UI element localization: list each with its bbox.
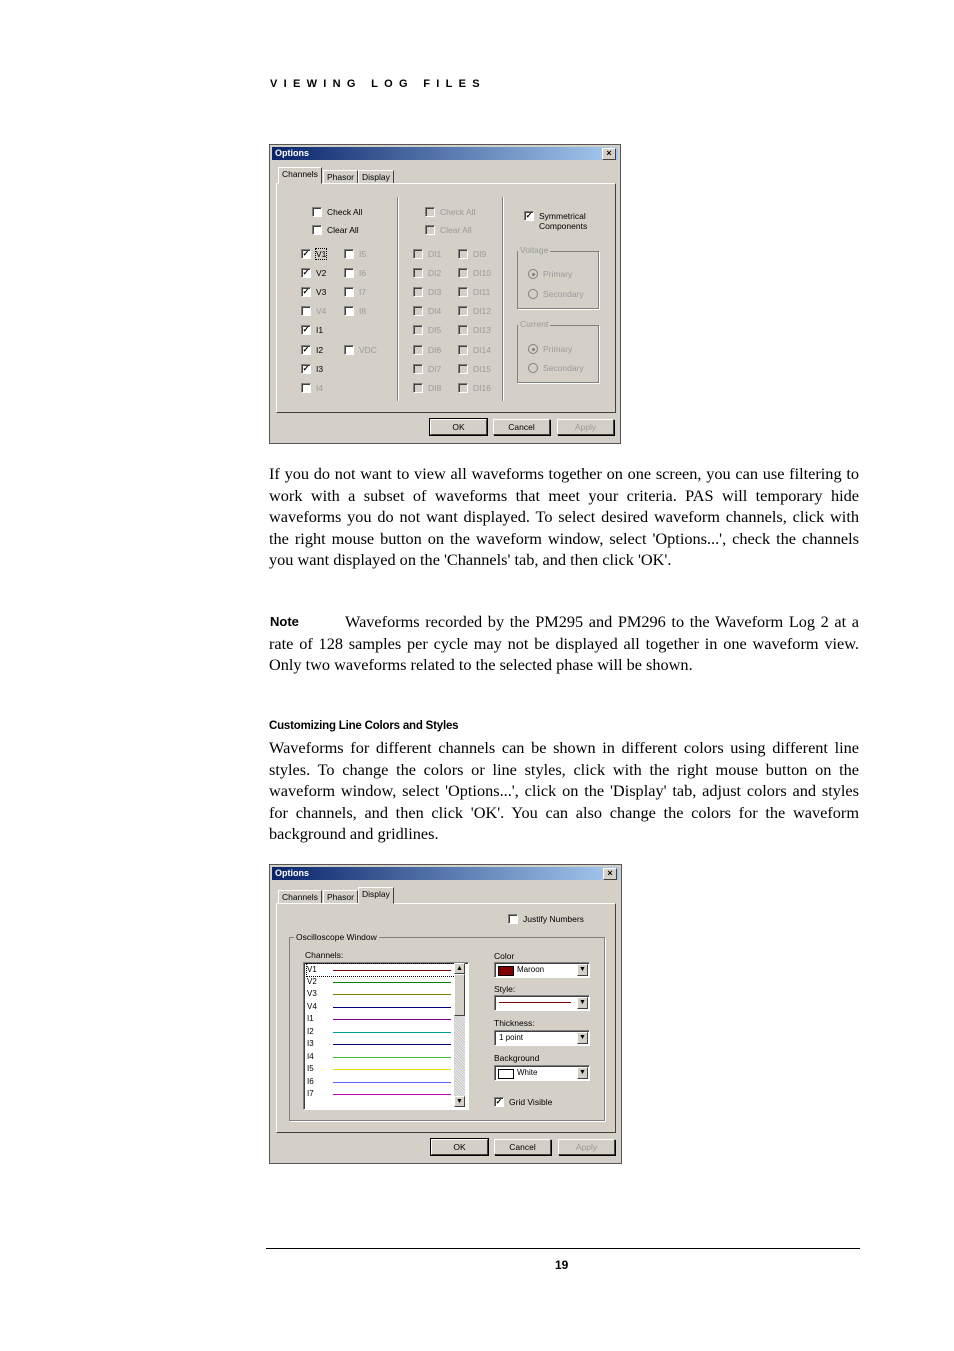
- ok-button[interactable]: OK: [431, 1139, 488, 1155]
- section-heading: Customizing Line Colors and Styles: [269, 720, 459, 732]
- di-checkbox[interactable]: DI4: [413, 306, 441, 316]
- line-sample: [333, 1044, 451, 1045]
- cancel-button[interactable]: Cancel: [494, 1139, 551, 1155]
- tab-channels[interactable]: Channels: [278, 890, 322, 904]
- divider: [502, 197, 503, 401]
- line-sample: [333, 1082, 451, 1083]
- channel-checkbox[interactable]: ✓ I2: [302, 345, 324, 355]
- line-sample: [333, 1032, 451, 1033]
- line-sample: [333, 1019, 451, 1020]
- tab-channels[interactable]: Channels: [278, 167, 322, 184]
- current-group: [517, 325, 599, 383]
- style-line-sample: [499, 1002, 571, 1003]
- chevron-down-icon[interactable]: ▼: [577, 1032, 588, 1044]
- di-checkbox[interactable]: DI12: [458, 306, 491, 316]
- di-checkbox[interactable]: DI8: [413, 383, 441, 393]
- di-checkbox[interactable]: DI10: [458, 268, 491, 278]
- dialog-title-bar: [272, 867, 619, 880]
- page-number: 19: [555, 1258, 569, 1272]
- line-sample: [333, 982, 451, 983]
- channels-label: Channels:: [305, 950, 344, 960]
- tab-display[interactable]: Display: [358, 170, 394, 184]
- di-checkbox[interactable]: DI2: [413, 268, 441, 278]
- apply-button[interactable]: Apply: [557, 419, 614, 435]
- current-group-label: Current: [520, 319, 549, 329]
- options-dialog-display: [269, 864, 622, 1164]
- current-secondary-radio[interactable]: Secondary: [528, 363, 584, 373]
- close-icon[interactable]: ×: [602, 148, 616, 160]
- tab-display[interactable]: Display: [358, 887, 394, 904]
- chevron-down-icon[interactable]: ▼: [577, 997, 588, 1009]
- close-icon[interactable]: ×: [603, 868, 617, 880]
- current-primary-radio[interactable]: Primary: [528, 344, 572, 354]
- di-check-all-checkbox[interactable]: Check All: [425, 207, 475, 217]
- grid-visible-checkbox[interactable]: ✓ Grid Visible: [495, 1097, 553, 1107]
- channel-checkbox[interactable]: V4: [301, 306, 326, 316]
- channel-checkbox[interactable]: I6: [344, 268, 366, 278]
- line-sample: [333, 970, 451, 971]
- dialog-title: Options: [275, 868, 309, 878]
- style-dropdown[interactable]: [494, 995, 590, 1011]
- channel-checkbox[interactable]: I7: [344, 287, 366, 297]
- di-checkbox[interactable]: DI3: [413, 287, 441, 297]
- note-label: Note: [270, 614, 299, 629]
- line-sample: [333, 1094, 451, 1095]
- justify-numbers-checkbox[interactable]: Justify Numbers: [508, 914, 584, 924]
- channel-checkbox[interactable]: ✓ V1: [302, 249, 327, 259]
- list-item[interactable]: I7: [307, 1088, 457, 1100]
- running-header: VIEWING LOG FILES: [270, 78, 486, 90]
- di-checkbox[interactable]: DI6: [413, 345, 441, 355]
- channel-checkbox[interactable]: ✓ V3: [302, 287, 327, 297]
- channel-checkbox[interactable]: ✓ I3: [302, 364, 324, 374]
- channel-checkbox[interactable]: I4: [301, 383, 323, 393]
- di-checkbox[interactable]: DI14: [458, 345, 491, 355]
- note-text: Waveforms recorded by the PM295 and PM296 to the Waveform Log 2 at a rate of 128 samples per cycle may not be displayed all together in one waveform view. Only two waveforms related to the selected phase will be shown.: [269, 612, 859, 675]
- di-checkbox[interactable]: DI16: [458, 383, 491, 393]
- background-dropdown[interactable]: White ▼: [494, 1065, 590, 1081]
- line-sample: [333, 1069, 451, 1070]
- paragraph-filtering: If you do not want to view all waveforms together on one screen, you can use filtering to work with a subset of waveforms that meet your criteria. PAS will temporary hide waveforms you do not want displayed. To select desired waveform channels, click with the right mouse button on the waveform window, select 'Options...', check the channels you want displayed on the 'Channels' tab, and then click 'OK'.: [269, 464, 859, 570]
- list-item[interactable]: I6: [307, 1076, 457, 1088]
- di-checkbox[interactable]: DI7: [413, 364, 441, 374]
- list-item[interactable]: I1: [307, 1013, 457, 1025]
- list-item[interactable]: I5: [307, 1063, 457, 1075]
- dialog-title-bar: [272, 147, 618, 160]
- scroll-up-icon[interactable]: ▲: [454, 963, 465, 974]
- ok-button[interactable]: OK: [430, 419, 487, 435]
- list-item[interactable]: I3: [307, 1038, 457, 1050]
- channel-checkbox[interactable]: I8: [344, 306, 366, 316]
- apply-button[interactable]: Apply: [558, 1139, 615, 1155]
- cancel-button[interactable]: Cancel: [493, 419, 550, 435]
- di-checkbox[interactable]: DI13: [458, 325, 491, 335]
- list-item[interactable]: V1: [307, 964, 457, 976]
- chevron-down-icon[interactable]: ▼: [577, 964, 588, 976]
- di-checkbox[interactable]: DI9: [458, 249, 486, 259]
- dialog-title: Options: [275, 148, 309, 158]
- channels-listbox[interactable]: [303, 962, 469, 1110]
- list-item[interactable]: V2: [307, 976, 457, 988]
- check-all-checkbox[interactable]: Check All: [312, 207, 362, 217]
- tab-phasor[interactable]: Phasor: [323, 170, 358, 184]
- di-checkbox[interactable]: DI1: [413, 249, 441, 259]
- background-swatch: [498, 1069, 514, 1079]
- voltage-group: [517, 251, 599, 309]
- list-item[interactable]: V3: [307, 988, 457, 1000]
- symmetrical-components-checkbox[interactable]: ✓ Symmetrical Components: [525, 211, 588, 231]
- scroll-down-icon[interactable]: ▼: [454, 1096, 465, 1107]
- channel-checkbox[interactable]: ✓ V2: [302, 268, 327, 278]
- style-label: Style:: [494, 984, 516, 994]
- line-sample: [333, 1007, 451, 1008]
- color-swatch: [498, 966, 514, 976]
- di-checkbox[interactable]: DI15: [458, 364, 491, 374]
- chevron-down-icon[interactable]: ▼: [577, 1067, 588, 1079]
- channel-checkbox[interactable]: I5: [344, 249, 366, 259]
- options-dialog-channels: [269, 144, 621, 444]
- voltage-secondary-radio[interactable]: Secondary: [528, 289, 584, 299]
- line-sample: [333, 994, 451, 995]
- list-item[interactable]: I4: [307, 1051, 457, 1063]
- color-label: Color: [494, 951, 515, 961]
- list-item[interactable]: I2: [307, 1026, 457, 1038]
- paragraph-colors: Waveforms for different channels can be shown in different colors using different line styles. To change the colors or line styles, click with the right mouse button on the waveform window, select 'Options...', click on the 'Display' tab, adjust colors and styles for channels, and then click 'OK'. You can also change the colors for the waveform background and gridlines.: [269, 738, 859, 844]
- voltage-primary-radio[interactable]: Primary: [528, 269, 572, 279]
- voltage-group-label: Voltage: [520, 245, 549, 255]
- di-clear-all-checkbox[interactable]: Clear All: [425, 225, 472, 235]
- divider: [397, 197, 398, 401]
- thickness-label: Thickness:: [494, 1018, 535, 1028]
- background-label: Background: [494, 1053, 540, 1063]
- footer-rule: [266, 1248, 860, 1249]
- di-checkbox[interactable]: DI11: [458, 287, 490, 297]
- clear-all-checkbox[interactable]: Clear All: [312, 225, 359, 235]
- oscilloscope-group-label: Oscilloscope Window: [296, 932, 377, 942]
- scroll-thumb[interactable]: [454, 974, 465, 1016]
- thickness-dropdown[interactable]: 1 point ▼: [494, 1030, 590, 1046]
- color-dropdown[interactable]: Maroon ▼: [494, 962, 590, 978]
- channel-checkbox[interactable]: VDC: [344, 345, 377, 355]
- di-checkbox[interactable]: DI5: [413, 325, 441, 335]
- tab-phasor[interactable]: Phasor: [323, 890, 358, 904]
- line-sample: [333, 1057, 451, 1058]
- list-item[interactable]: V4: [307, 1001, 457, 1013]
- channel-checkbox[interactable]: ✓ I1: [302, 325, 324, 335]
